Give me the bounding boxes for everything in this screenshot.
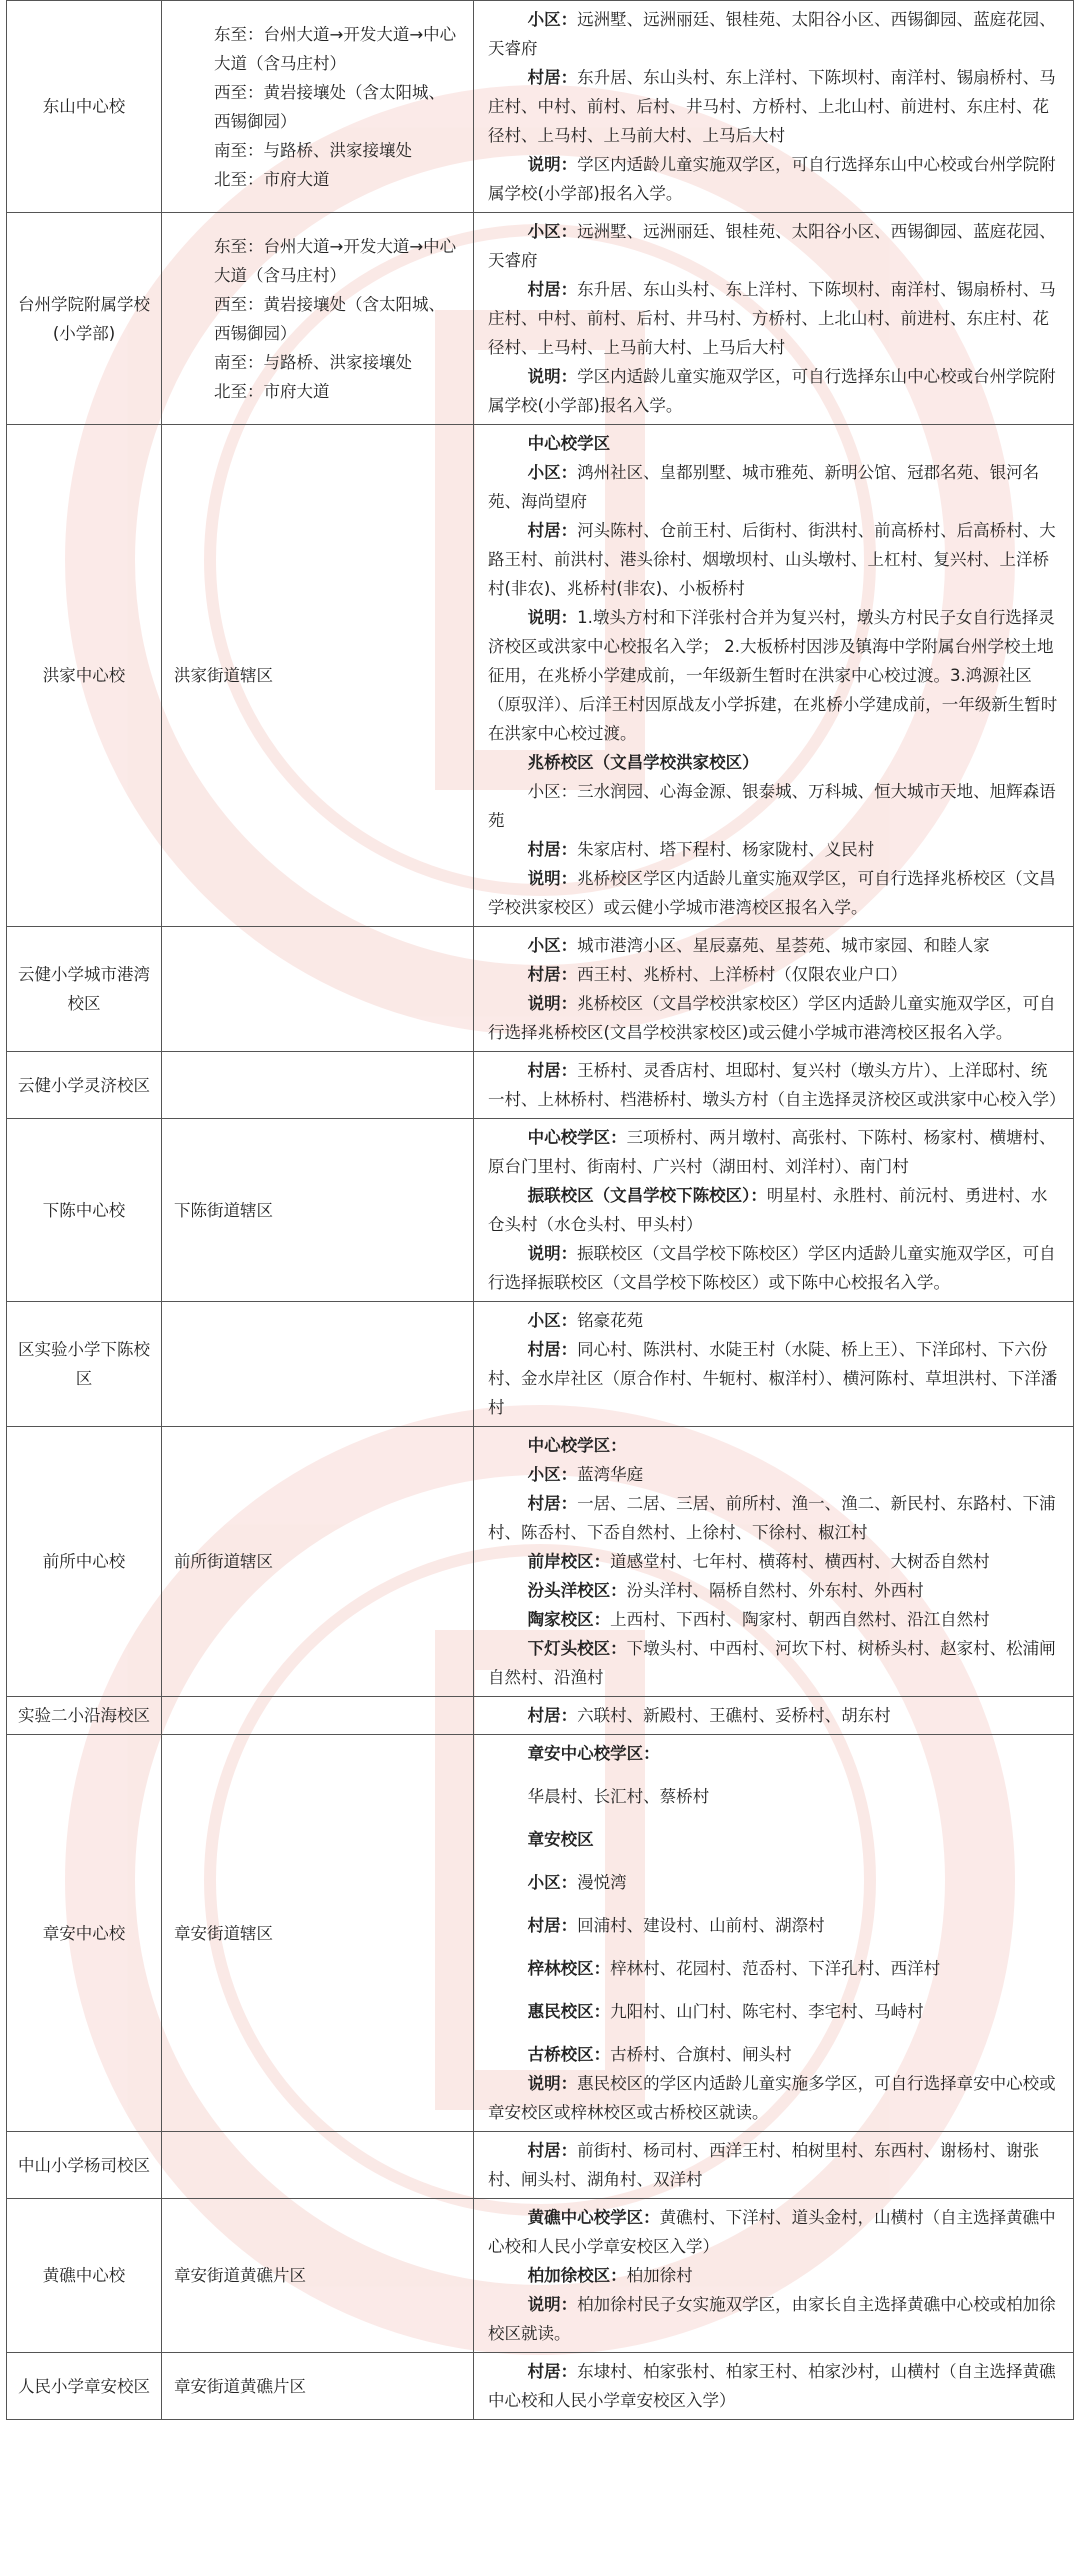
detail-label: 说明： — [527, 2295, 578, 2314]
district-detail-cell — [474, 2353, 1074, 2420]
detail-label: 村居： — [527, 2362, 578, 2381]
detail-label: 惠民校区： — [527, 2002, 611, 2021]
district-range-cell: 章安街道辖区 — [162, 1735, 474, 2132]
detail-label: 说明： — [527, 2074, 578, 2093]
detail-text: 振联校区（文昌学校下陈校区）学区内适龄儿童实施双学区，可自行选择振联校区（文昌学校下陈校区）或下陈中心校报名入学。 — [488, 1244, 1056, 1292]
detail-label: 村居： — [527, 1916, 578, 1935]
detail-text: 王桥村、灵香店村、坦邸村、复兴村（墩头方片）、上洋邸村、统一村、上林桥村、档港桥村、墩头方村（自主选择灵济校区或洪家中心校入学） — [488, 1061, 1066, 1109]
detail-text: 学区内适龄儿童实施双学区，可自行选择东山中心校或台州学院附属学校(小学部)报名入学。 — [488, 155, 1056, 203]
detail-label: 村居： — [527, 68, 578, 87]
detail-label: 章安校区 — [527, 1830, 594, 1849]
detail-text: 汾头洋村、隔桥自然村、外东村、外西村 — [626, 1581, 924, 1600]
detail-line — [488, 1782, 1063, 1811]
detail-label: 中心校学区： — [527, 1128, 627, 1147]
detail-label: 陶家校区： — [527, 1610, 611, 1629]
detail-text: 城市港湾小区、星辰嘉苑、星荟苑、城市家园、和睦人家 — [577, 936, 990, 955]
detail-text: 远洲墅、远洲丽廷、银桂苑、太阳谷小区、西锡御园、蓝庭花园、天睿府 — [488, 10, 1056, 58]
district-range-cell — [162, 927, 474, 1052]
range-line: 东至：台州大道→开发大道→中心大道（含马庄村） — [214, 236, 457, 285]
district-detail-cell — [474, 1427, 1074, 1697]
detail-line — [488, 1701, 1063, 1730]
detail-line — [488, 960, 1063, 989]
detail-text: 梓林村、花园村、范岙村、下洋孔村、西洋村 — [610, 1959, 941, 1978]
range-line: 西至：黄岩接壤处（含太阳城、西锡御园） — [214, 294, 445, 343]
detail-label: 汾头洋校区： — [527, 1581, 627, 1600]
detail-text: 蓝湾华庭 — [577, 1465, 644, 1484]
district-detail-cell — [474, 1052, 1074, 1119]
detail-line — [488, 1489, 1063, 1547]
detail-line — [488, 516, 1063, 603]
range-line: 南至：与路桥、洪家接壤处 — [214, 352, 412, 372]
detail-label: 梓林校区： — [527, 1959, 611, 1978]
detail-line — [488, 63, 1063, 150]
detail-label: 村居： — [527, 965, 578, 984]
school-name-cell: 黄礁中心校 — [7, 2199, 162, 2353]
detail-line — [488, 1911, 1063, 1940]
school-name-cell: 实验二小沿海校区 — [7, 1697, 162, 1735]
detail-text: 前街村、杨司村、西洋王村、柏树里村、东西村、谢杨村、谢张村、闸头村、湖角村、双洋村 — [488, 2141, 1040, 2189]
detail-line — [488, 2136, 1063, 2194]
detail-line — [488, 1547, 1063, 1576]
detail-label: 振联校区（文昌学校下陈校区）： — [527, 1186, 767, 1205]
detail-line — [488, 603, 1063, 748]
detail-text: 铭豪花苑 — [577, 1311, 644, 1330]
district-range-cell: 下陈街道辖区 — [162, 1119, 474, 1302]
district-detail-cell — [474, 425, 1074, 927]
detail-label: 说明： — [527, 869, 578, 888]
detail-text: 1.墩头方村和下洋张村合并为复兴村，墩头方村民子女自行选择灵济校区或洪家中心校报名入学； 2.大板桥村因涉及镇海中学附属台州学校土地征用，在兆桥小学建成前，一年级新生暂时在洪家中心校过渡。3.鸿源社区（原驭洋）、后洋王村因原战友小学拆建，在兆桥小学建成前，一年级新生暂时在洪家中心校过渡。 — [488, 608, 1058, 743]
detail-label: 前岸校区： — [527, 1552, 611, 1571]
school-district-table — [6, 0, 1074, 2420]
detail-text: 三项桥村、两爿墩村、高张村、下陈村、杨家村、横塘村、原台门里村、街南村、广兴村（湖田村、刘洋村）、南门村 — [488, 1128, 1056, 1176]
detail-label: 说明： — [527, 367, 578, 386]
range-line: 西至：黄岩接壤处（含太阳城、西锡御园） — [214, 82, 445, 131]
table-row — [7, 213, 1074, 425]
detail-label: 小区： — [527, 1873, 578, 1892]
table-row — [7, 1697, 1074, 1735]
school-name-cell: 云健小学城市港湾校区 — [7, 927, 162, 1052]
detail-text: 同心村、陈洪村、水陡王村（水陡、桥上王）、下洋邱村、下六份村、金水岸社区（原合作村、牛轭村、椒洋村）、横河陈村、草坦洪村、下洋潘村 — [488, 1340, 1058, 1417]
detail-line — [488, 1739, 1063, 1768]
detail-label: 中心校学区 — [527, 434, 611, 453]
detail-line — [488, 1605, 1063, 1634]
district-detail-cell — [474, 2132, 1074, 2199]
detail-text: 古桥村、合旗村、闸头村 — [610, 2045, 792, 2064]
detail-label: 小区： — [527, 1465, 578, 1484]
school-name-cell: 台州学院附属学校(小学部) — [7, 213, 162, 425]
detail-line — [488, 1460, 1063, 1489]
detail-text: 华晨村、长汇村、蔡桥村 — [527, 1787, 710, 1806]
detail-line — [488, 5, 1063, 63]
detail-text: 上西村、下西村、陶家村、朝西自然村、沿江自然村 — [610, 1610, 990, 1629]
detail-line — [488, 748, 1063, 777]
detail-text: 漫悦湾 — [577, 1873, 627, 1892]
detail-text: 朱家店村、塔下程村、杨家陇村、义民村 — [577, 840, 875, 859]
detail-line — [488, 1335, 1063, 1422]
detail-line — [488, 1868, 1063, 1897]
district-range-cell — [162, 1302, 474, 1427]
detail-line — [488, 2290, 1063, 2348]
detail-label: 小区： — [527, 1311, 578, 1330]
detail-label: 村居： — [527, 1061, 578, 1080]
district-range-cell — [162, 1, 474, 213]
range-line: 北至：市府大道 — [214, 169, 330, 189]
detail-label: 柏加徐校区： — [527, 2266, 627, 2285]
district-detail-cell — [474, 1, 1074, 213]
detail-line — [488, 1954, 1063, 1983]
range-line: 南至：与路桥、洪家接壤处 — [214, 140, 412, 160]
detail-label: 村居： — [527, 840, 578, 859]
district-range-cell — [162, 1697, 474, 1735]
table-row — [7, 1302, 1074, 1427]
district-range-cell: 前所街道辖区 — [162, 1427, 474, 1697]
detail-line — [488, 1997, 1063, 2026]
detail-line — [488, 1056, 1066, 1114]
range-line: 北至：市府大道 — [214, 381, 330, 401]
school-name-cell: 云健小学灵济校区 — [7, 1052, 162, 1119]
detail-text: 远洲墅、远洲丽廷、银桂苑、太阳谷小区、西锡御园、蓝庭花园、天睿府 — [488, 222, 1056, 270]
detail-text: 六联村、新殿村、王礁村、妥桥村、胡东村 — [577, 1706, 891, 1725]
school-name-cell: 下陈中心校 — [7, 1119, 162, 1302]
table-row — [7, 1427, 1074, 1697]
school-name-cell: 区实验小学下陈校区 — [7, 1302, 162, 1427]
table-row — [7, 1, 1074, 213]
detail-label: 下灯头校区： — [527, 1639, 627, 1658]
detail-line — [488, 864, 1063, 922]
district-range-cell — [162, 2132, 474, 2199]
table-row — [7, 1119, 1074, 1302]
detail-text: 东升居、东山头村、东上洋村、下陈坝村、南洋村、锡扇桥村、马庄村、中村、前村、后村、井马村、方桥村、上北山村、前进村、东庄村、花径村、上马村、上马前大村、上马后大村 — [488, 68, 1056, 145]
detail-label: 村居： — [527, 1494, 578, 1513]
detail-text: 西王村、兆桥村、上洋桥村（仅限农业户口） — [577, 965, 908, 984]
district-detail-cell — [474, 927, 1074, 1052]
detail-line — [488, 1634, 1063, 1692]
table-row — [7, 1735, 1074, 2132]
detail-label: 说明： — [527, 155, 578, 174]
detail-line — [488, 2357, 1063, 2415]
detail-line — [488, 1123, 1063, 1181]
detail-line — [488, 1181, 1063, 1239]
range-line: 东至：台州大道→开发大道→中心大道（含马庄村） — [214, 24, 457, 73]
detail-text: 鸿州社区、皇都别墅、城市雅苑、新明公馆、冠郡名苑、银河名苑、海尚望府 — [488, 463, 1040, 511]
detail-text: 黄礁村、下洋村、道头金村，山横村（自主选择黄礁中心校和人民小学章安校区入学） — [488, 2208, 1056, 2256]
detail-label: 章安中心校学区： — [527, 1744, 660, 1763]
detail-text: 东埭村、柏家张村、柏家王村、柏家沙村，山横村（自主选择黄礁中心校和人民小学章安校区入学） — [488, 2362, 1056, 2410]
detail-line — [488, 2203, 1063, 2261]
detail-line — [488, 1576, 1063, 1605]
detail-text: 学区内适龄儿童实施双学区，可自行选择东山中心校或台州学院附属学校(小学部)报名入学。 — [488, 367, 1056, 415]
district-detail-cell — [474, 1119, 1074, 1302]
detail-line — [488, 2069, 1063, 2127]
detail-text: 兆桥校区（文昌学校洪家校区）学区内适龄儿童实施双学区，可自行选择兆桥校区(文昌学校洪家校区)或云健小学城市港湾校区报名入学。 — [488, 994, 1056, 1042]
detail-label: 村居： — [527, 2141, 578, 2160]
table-row — [7, 425, 1074, 927]
school-name-cell: 洪家中心校 — [7, 425, 162, 927]
detail-text: 一居、二居、三居、前所村、渔一、渔二、新民村、东路村、下浦村、陈岙村、下岙自然村、上徐村、下徐村、椒江村 — [488, 1494, 1056, 1542]
table-row — [7, 2132, 1074, 2199]
district-range-cell: 洪家街道辖区 — [162, 425, 474, 927]
district-range-cell: 章安街道黄礁片区 — [162, 2199, 474, 2353]
detail-line — [488, 931, 1063, 960]
district-detail-cell — [474, 2199, 1074, 2353]
detail-label: 黄礁中心校学区： — [527, 2208, 660, 2227]
detail-line — [488, 777, 1063, 835]
detail-text: 柏加徐村 — [626, 2266, 693, 2285]
detail-text: 明星村、永胜村、前沅村、勇进村、水仓头村（水仓头村、甲头村） — [488, 1186, 1048, 1234]
district-range-cell: 章安街道黄礁片区 — [162, 2353, 474, 2420]
detail-line — [488, 429, 1063, 458]
district-detail-cell — [474, 1735, 1074, 2132]
table-row — [7, 1052, 1074, 1119]
district-detail-cell — [474, 213, 1074, 425]
detail-line — [488, 275, 1063, 362]
detail-line — [488, 1306, 1063, 1335]
detail-line — [488, 989, 1063, 1047]
detail-text: 惠民校区的学区内适龄儿童实施多学区，可自行选择章安中心校或章安校区或梓林校区或古桥校区就读。 — [488, 2074, 1056, 2122]
detail-text: 兆桥校区学区内适龄儿童实施双学区，可自行选择兆桥校区（文昌学校洪家校区）或云健小学城市港湾校区报名入学。 — [488, 869, 1056, 917]
school-name-cell: 章安中心校 — [7, 1735, 162, 2132]
detail-line — [488, 458, 1063, 516]
detail-text: 下墩头村、中西村、河坎下村、树桥头村、赵家村、松浦闸自然村、沿渔村 — [488, 1639, 1056, 1687]
detail-label: 小区： — [527, 463, 578, 482]
detail-line — [488, 1431, 1063, 1460]
detail-label: 村居： — [527, 521, 578, 540]
detail-text: 道感堂村、七年村、横蒋村、横西村、大树岙自然村 — [610, 1552, 990, 1571]
school-name-cell: 前所中心校 — [7, 1427, 162, 1697]
table-row — [7, 2353, 1074, 2420]
district-detail-cell — [474, 1302, 1074, 1427]
detail-text: 小区：三水润园、心海金源、银泰城、万科城、恒大城市天地、旭辉森语苑 — [488, 782, 1056, 830]
detail-label: 中心校学区： — [527, 1436, 627, 1455]
detail-label: 村居： — [527, 280, 578, 299]
district-range-cell — [162, 1052, 474, 1119]
table-row — [7, 2199, 1074, 2353]
detail-line — [488, 1825, 1063, 1854]
detail-line — [488, 835, 1063, 864]
detail-label: 说明： — [527, 1244, 578, 1263]
school-name-cell: 人民小学章安校区 — [7, 2353, 162, 2420]
detail-label: 小区： — [527, 10, 578, 29]
school-name-cell: 中山小学杨司校区 — [7, 2132, 162, 2199]
detail-label: 村居： — [527, 1706, 578, 1725]
detail-label: 古桥校区： — [527, 2045, 611, 2064]
detail-line — [488, 362, 1063, 420]
table-row — [7, 927, 1074, 1052]
detail-text: 河头陈村、仓前王村、后街村、街洪村、前高桥村、后高桥村、大路王村、前洪村、港头徐村、烟墩坝村、山头墩村、上杠村、复兴村、上洋桥村(非农)、兆桥村(非农)、小板桥村 — [488, 521, 1056, 598]
detail-text: 九阳村、山门村、陈宅村、李宅村、马峙村 — [610, 2002, 924, 2021]
school-name-cell: 东山中心校 — [7, 1, 162, 213]
district-detail-cell — [474, 1697, 1074, 1735]
detail-text: 东升居、东山头村、东上洋村、下陈坝村、南洋村、锡扇桥村、马庄村、中村、前村、后村、井马村、方桥村、上北山村、前进村、东庄村、花径村、上马村、上马前大村、上马后大村 — [488, 280, 1056, 357]
detail-line — [488, 150, 1063, 208]
detail-label: 小区： — [527, 222, 578, 241]
detail-line — [488, 217, 1063, 275]
detail-line — [488, 1239, 1063, 1297]
detail-label: 村居： — [527, 1340, 578, 1359]
detail-line — [488, 2040, 1063, 2069]
detail-text: 回浦村、建设村、山前村、湖漈村 — [577, 1916, 825, 1935]
detail-label: 小区： — [527, 936, 578, 955]
detail-text: 柏加徐村民子女实施双学区，由家长自主选择黄礁中心校或柏加徐校区就读。 — [488, 2295, 1056, 2343]
detail-label: 说明： — [527, 608, 578, 627]
detail-label: 说明： — [527, 994, 578, 1013]
district-range-cell — [162, 213, 474, 425]
detail-label: 兆桥校区（文昌学校洪家校区） — [527, 753, 759, 772]
detail-line — [488, 2261, 1063, 2290]
